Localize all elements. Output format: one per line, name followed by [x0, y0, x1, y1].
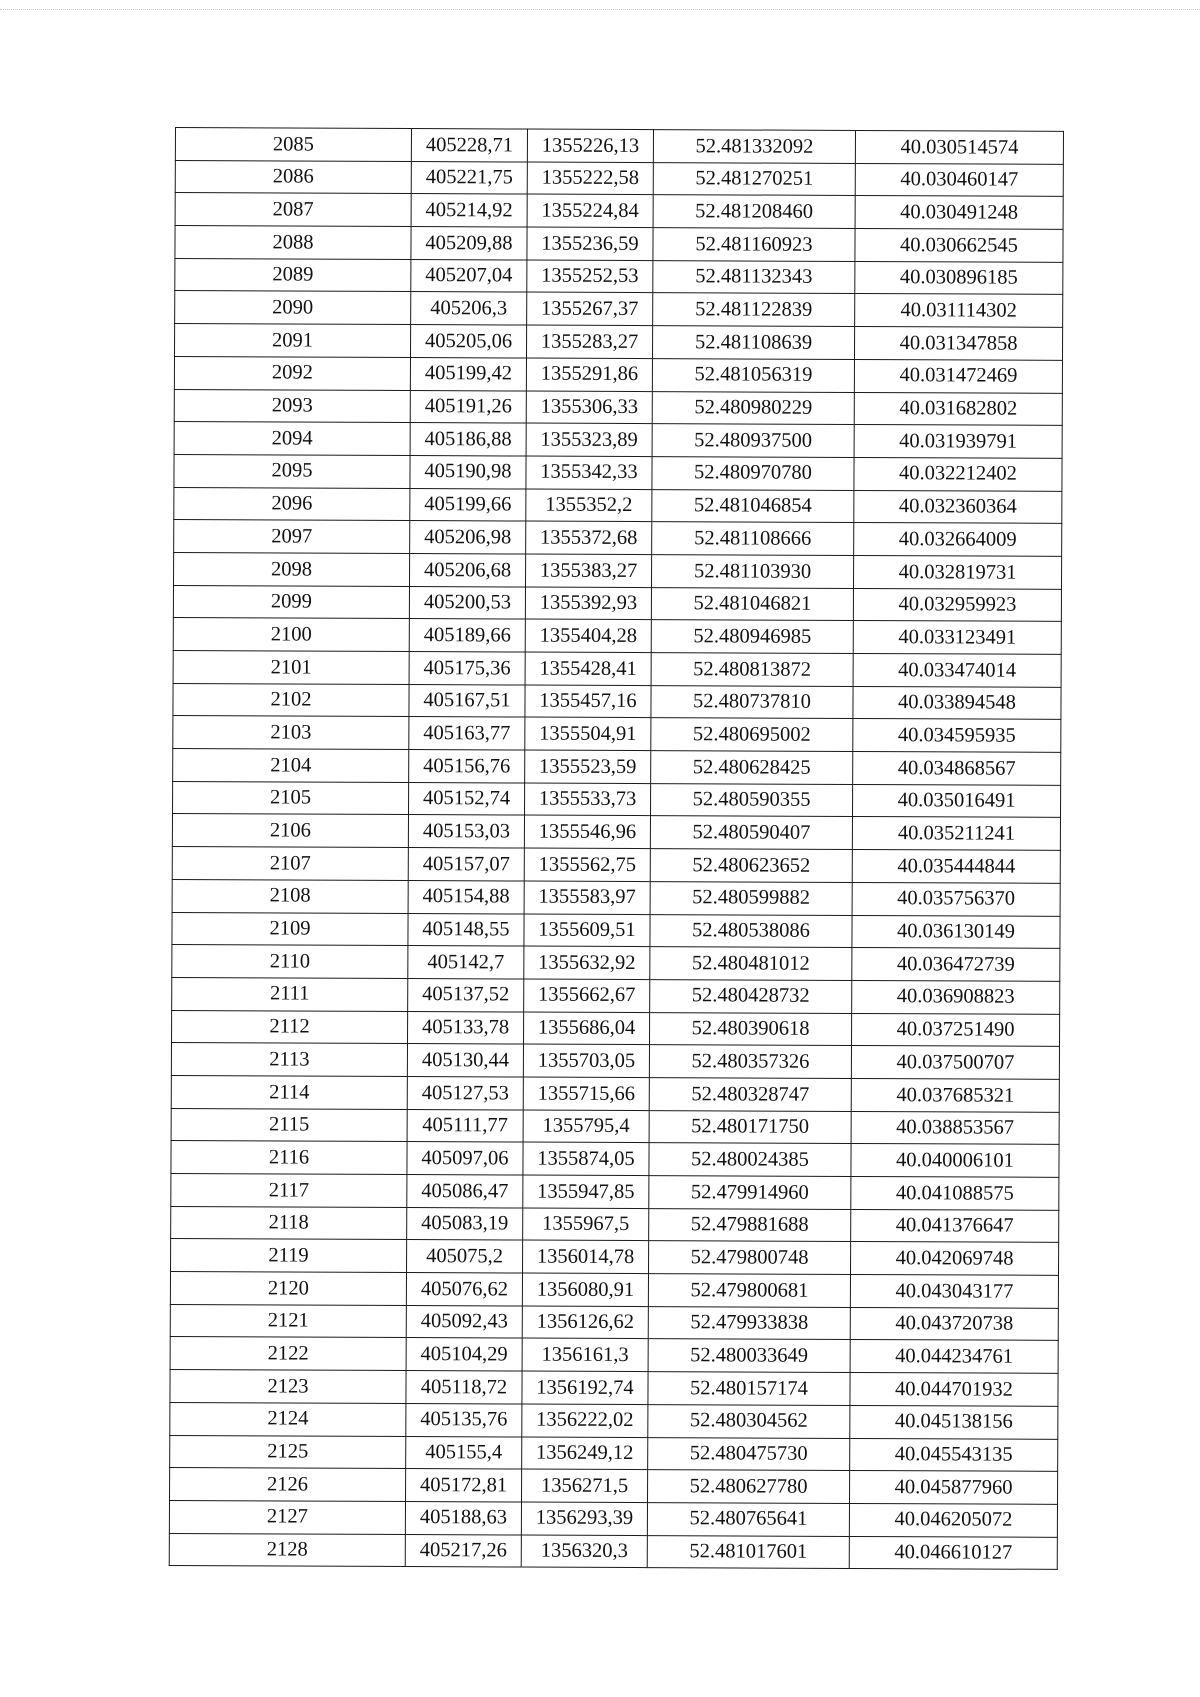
y-coordinate-cell: 1355703,05 [523, 1044, 649, 1077]
y-coordinate-cell: 1355583,97 [524, 881, 650, 914]
latitude-cell: 52.481208460 [653, 195, 855, 229]
x-coordinate-cell: 405191,26 [410, 390, 526, 423]
scan-top-edge [0, 9, 1200, 10]
longitude-cell: 40.030662545 [855, 229, 1063, 263]
longitude-cell: 40.030460147 [855, 163, 1063, 197]
point-number-cell: 2109 [172, 912, 408, 946]
point-number-cell: 2088 [175, 226, 411, 260]
x-coordinate-cell: 405199,42 [410, 357, 526, 390]
y-coordinate-cell: 1355428,41 [525, 652, 651, 685]
table-row [171, 1043, 1059, 1080]
point-number-cell: 2089 [175, 258, 411, 292]
x-coordinate-cell: 405205,06 [410, 325, 526, 358]
table-row [174, 454, 1062, 491]
table-row [173, 749, 1061, 786]
x-coordinate-cell: 405133,78 [408, 1011, 524, 1044]
point-number-cell: 2127 [169, 1500, 405, 1534]
longitude-cell: 40.037685321 [851, 1078, 1059, 1112]
longitude-cell: 40.045877960 [850, 1471, 1058, 1505]
longitude-cell: 40.032664009 [854, 523, 1062, 557]
longitude-cell: 40.032212402 [854, 457, 1062, 491]
point-number-cell: 2121 [170, 1304, 406, 1338]
longitude-cell: 40.045138156 [850, 1405, 1058, 1439]
x-coordinate-cell: 405228,71 [411, 129, 527, 162]
x-coordinate-cell: 405156,76 [409, 750, 525, 783]
y-coordinate-cell: 1355306,33 [526, 391, 652, 424]
table-row [170, 1337, 1058, 1374]
y-coordinate-cell: 1355457,16 [525, 685, 651, 718]
y-coordinate-cell: 1355715,66 [523, 1077, 649, 1110]
y-coordinate-cell: 1355342,33 [526, 456, 652, 489]
latitude-cell: 52.480980229 [652, 391, 854, 425]
point-number-cell: 2107 [172, 847, 408, 881]
longitude-cell: 40.043720738 [850, 1307, 1058, 1341]
point-number-cell: 2101 [173, 650, 409, 684]
latitude-cell: 52.480737810 [651, 685, 853, 719]
table-row [172, 814, 1060, 851]
y-coordinate-cell: 1355947,85 [523, 1175, 649, 1208]
x-coordinate-cell: 405155,4 [406, 1436, 522, 1469]
x-coordinate-cell: 405172,81 [406, 1469, 522, 1502]
x-coordinate-cell: 405097,06 [407, 1142, 523, 1175]
table-row [174, 389, 1062, 426]
longitude-cell: 40.032360364 [854, 490, 1062, 524]
y-coordinate-cell: 1355252,53 [527, 260, 653, 293]
table-row [175, 291, 1063, 328]
y-coordinate-cell: 1355967,5 [523, 1208, 649, 1241]
y-coordinate-cell: 1355662,67 [524, 979, 650, 1012]
latitude-cell: 52.480390618 [649, 1012, 851, 1046]
table-row [174, 422, 1062, 459]
longitude-cell: 40.031472469 [854, 359, 1062, 393]
table-row [174, 356, 1062, 393]
point-number-cell: 2095 [174, 454, 410, 488]
latitude-cell: 52.479800748 [649, 1241, 851, 1275]
table-row [170, 1435, 1058, 1472]
point-number-cell: 2118 [171, 1206, 407, 1240]
longitude-cell: 40.037500707 [851, 1046, 1059, 1080]
y-coordinate-cell: 1355632,92 [524, 946, 650, 979]
point-number-cell: 2123 [170, 1370, 406, 1404]
x-coordinate-cell: 405118,72 [406, 1371, 522, 1404]
longitude-cell: 40.033474014 [853, 653, 1061, 687]
latitude-cell: 52.481103930 [651, 555, 853, 589]
table-row [171, 1173, 1059, 1210]
longitude-cell: 40.030514574 [855, 130, 1063, 164]
latitude-cell: 52.480538086 [650, 914, 852, 948]
point-number-cell: 2126 [170, 1468, 406, 1502]
x-coordinate-cell: 405206,3 [411, 292, 527, 325]
point-number-cell: 2097 [174, 520, 410, 554]
table-row [173, 716, 1061, 753]
y-coordinate-cell: 1355795,4 [523, 1110, 649, 1143]
x-coordinate-cell: 405148,55 [408, 913, 524, 946]
longitude-cell: 40.035211241 [852, 817, 1060, 851]
latitude-cell: 52.481046854 [652, 489, 854, 523]
y-coordinate-cell: 1356126,62 [522, 1306, 648, 1339]
table-row [170, 1272, 1058, 1309]
point-number-cell: 2103 [173, 716, 409, 750]
table-row [171, 1141, 1059, 1178]
y-coordinate-cell: 1356080,91 [522, 1273, 648, 1306]
latitude-cell: 52.480937500 [652, 424, 854, 458]
point-number-cell: 2104 [173, 749, 409, 783]
latitude-cell: 52.480481012 [650, 947, 852, 981]
y-coordinate-cell: 1356161,3 [522, 1338, 648, 1371]
y-coordinate-cell: 1355874,05 [523, 1142, 649, 1175]
latitude-cell: 52.479800681 [648, 1274, 850, 1308]
table-row [174, 520, 1062, 557]
x-coordinate-cell: 405189,66 [409, 619, 525, 652]
latitude-cell: 52.480813872 [651, 653, 853, 687]
table-row [173, 585, 1061, 622]
latitude-cell: 52.480475730 [648, 1437, 850, 1471]
point-number-cell: 2099 [173, 585, 409, 619]
latitude-cell: 52.480171750 [649, 1110, 851, 1144]
longitude-cell: 40.046610127 [849, 1536, 1057, 1570]
latitude-cell: 52.480628425 [651, 751, 853, 785]
point-number-cell: 2098 [174, 552, 410, 586]
point-number-cell: 2117 [171, 1173, 407, 1207]
longitude-cell: 40.041376647 [851, 1209, 1059, 1243]
latitude-cell: 52.481332092 [653, 130, 855, 164]
longitude-cell: 40.036908823 [852, 980, 1060, 1014]
table-row [172, 912, 1060, 949]
point-number-cell: 2100 [173, 618, 409, 652]
y-coordinate-cell: 1356320,3 [521, 1535, 647, 1568]
table-row [173, 781, 1061, 818]
point-number-cell: 2085 [175, 128, 411, 162]
y-coordinate-cell: 1355392,93 [525, 587, 651, 620]
y-coordinate-cell: 1355224,84 [527, 194, 653, 227]
latitude-cell: 52.481108666 [652, 522, 854, 556]
longitude-cell: 40.035756370 [852, 882, 1060, 916]
latitude-cell: 52.480695002 [651, 718, 853, 752]
table-row [173, 650, 1061, 687]
table-row [173, 618, 1061, 655]
y-coordinate-cell: 1355222,58 [527, 162, 653, 195]
point-number-cell: 2114 [171, 1075, 407, 1109]
x-coordinate-cell: 405135,76 [406, 1403, 522, 1436]
point-number-cell: 2087 [175, 193, 411, 227]
y-coordinate-cell: 1355352,2 [526, 489, 652, 522]
table-row [172, 847, 1060, 884]
latitude-cell: 52.480590355 [650, 783, 852, 817]
longitude-cell: 40.030491248 [855, 196, 1063, 230]
longitude-cell: 40.033894548 [853, 686, 1061, 720]
point-number-cell: 2122 [170, 1337, 406, 1371]
y-coordinate-cell: 1355609,51 [524, 914, 650, 947]
point-number-cell: 2093 [174, 389, 410, 423]
point-number-cell: 2112 [172, 1010, 408, 1044]
longitude-cell: 40.032819731 [853, 555, 1061, 589]
x-coordinate-cell: 405142,7 [408, 946, 524, 979]
x-coordinate-cell: 405217,26 [405, 1534, 521, 1567]
latitude-cell: 52.480033649 [648, 1339, 850, 1373]
y-coordinate-cell: 1355562,75 [524, 848, 650, 881]
longitude-cell: 40.034595935 [853, 719, 1061, 753]
longitude-cell: 40.031682802 [854, 392, 1062, 426]
longitude-cell: 40.036472739 [852, 948, 1060, 982]
y-coordinate-cell: 1356014,78 [523, 1240, 649, 1273]
x-coordinate-cell: 405083,19 [407, 1207, 523, 1240]
table-row [172, 879, 1060, 916]
table-row [170, 1468, 1058, 1505]
x-coordinate-cell: 405154,88 [408, 880, 524, 913]
latitude-cell: 52.479914960 [649, 1176, 851, 1210]
latitude-cell: 52.481132343 [653, 260, 855, 294]
x-coordinate-cell: 405186,88 [410, 423, 526, 456]
y-coordinate-cell: 1356192,74 [522, 1371, 648, 1404]
longitude-cell: 40.031114302 [855, 294, 1063, 328]
latitude-cell: 52.481017601 [647, 1535, 849, 1569]
table-row [171, 1206, 1059, 1243]
y-coordinate-cell: 1355504,91 [525, 717, 651, 750]
point-number-cell: 2119 [171, 1239, 407, 1273]
y-coordinate-cell: 1355686,04 [524, 1012, 650, 1045]
x-coordinate-cell: 405157,07 [408, 848, 524, 881]
latitude-cell: 52.481108639 [652, 326, 854, 360]
latitude-cell: 52.480157174 [648, 1372, 850, 1406]
table-row [171, 1075, 1059, 1112]
x-coordinate-cell: 405167,51 [409, 684, 525, 717]
table-row [172, 1010, 1060, 1047]
x-coordinate-cell: 405207,04 [411, 259, 527, 292]
latitude-cell: 52.480623652 [650, 849, 852, 883]
x-coordinate-cell: 405214,92 [411, 194, 527, 227]
point-number-cell: 2106 [172, 814, 408, 848]
y-coordinate-cell: 1355323,89 [526, 423, 652, 456]
latitude-cell: 52.481160923 [653, 228, 855, 262]
x-coordinate-cell: 405127,53 [407, 1076, 523, 1109]
x-coordinate-cell: 405188,63 [405, 1501, 521, 1534]
x-coordinate-cell: 405209,88 [411, 227, 527, 260]
latitude-cell: 52.480627780 [648, 1470, 850, 1504]
y-coordinate-cell: 1355383,27 [525, 554, 651, 587]
x-coordinate-cell: 405130,44 [407, 1044, 523, 1077]
table-row [175, 128, 1063, 165]
point-number-cell: 2125 [170, 1435, 406, 1469]
x-coordinate-cell: 405221,75 [411, 161, 527, 194]
table-row [175, 160, 1063, 197]
point-number-cell: 2092 [174, 356, 410, 390]
x-coordinate-cell: 405175,36 [409, 652, 525, 685]
x-coordinate-cell: 405104,29 [406, 1338, 522, 1371]
longitude-cell: 40.036130149 [852, 915, 1060, 949]
table-row [172, 945, 1060, 982]
longitude-cell: 40.033123491 [853, 621, 1061, 655]
latitude-cell: 52.480765641 [647, 1502, 849, 1536]
point-number-cell: 2111 [172, 977, 408, 1011]
longitude-cell: 40.046205072 [849, 1503, 1057, 1537]
x-coordinate-cell: 405075,2 [407, 1240, 523, 1273]
point-number-cell: 2096 [174, 487, 410, 521]
latitude-cell: 52.479881688 [649, 1208, 851, 1242]
point-number-cell: 2108 [172, 879, 408, 913]
table-row [174, 552, 1062, 589]
y-coordinate-cell: 1355533,73 [524, 783, 650, 816]
table-row [171, 1108, 1059, 1145]
longitude-cell: 40.045543135 [850, 1438, 1058, 1472]
longitude-cell: 40.044701932 [850, 1373, 1058, 1407]
y-coordinate-cell: 1355404,28 [525, 619, 651, 652]
y-coordinate-cell: 1355546,96 [524, 815, 650, 848]
latitude-cell: 52.480304562 [648, 1404, 850, 1438]
longitude-cell: 40.031939791 [854, 425, 1062, 459]
longitude-cell: 40.034868567 [853, 752, 1061, 786]
latitude-cell: 52.481122839 [653, 293, 855, 327]
longitude-cell: 40.042069748 [850, 1242, 1058, 1276]
latitude-cell: 52.480946985 [651, 620, 853, 654]
longitude-cell: 40.041088575 [851, 1176, 1059, 1210]
table-row [174, 487, 1062, 524]
y-coordinate-cell: 1356222,02 [522, 1404, 648, 1437]
point-number-cell: 2090 [175, 291, 411, 325]
y-coordinate-cell: 1355283,27 [526, 325, 652, 358]
longitude-cell: 40.043043177 [850, 1275, 1058, 1309]
x-coordinate-cell: 405190,98 [410, 455, 526, 488]
y-coordinate-cell: 1356293,39 [521, 1502, 647, 1535]
point-number-cell: 2113 [171, 1043, 407, 1077]
y-coordinate-cell: 1355372,68 [526, 521, 652, 554]
table-row [175, 226, 1063, 263]
longitude-cell: 40.030896185 [855, 261, 1063, 295]
table-row [175, 193, 1063, 230]
point-number-cell: 2094 [174, 422, 410, 456]
x-coordinate-cell: 405092,43 [406, 1305, 522, 1338]
latitude-cell: 52.480357326 [649, 1045, 851, 1079]
point-number-cell: 2120 [170, 1272, 406, 1306]
latitude-cell: 52.480024385 [649, 1143, 851, 1177]
point-number-cell: 2116 [171, 1141, 407, 1175]
x-coordinate-cell: 405206,68 [409, 553, 525, 586]
point-number-cell: 2091 [174, 324, 410, 358]
table-row [171, 1239, 1059, 1276]
coordinates-table-body [169, 128, 1063, 1570]
longitude-cell: 40.031347858 [854, 327, 1062, 361]
y-coordinate-cell: 1355226,13 [527, 129, 653, 162]
longitude-cell: 40.037251490 [851, 1013, 1059, 1047]
table-row [169, 1533, 1057, 1570]
latitude-cell: 52.480428732 [650, 979, 852, 1013]
y-coordinate-cell: 1355291,86 [526, 358, 652, 391]
point-number-cell: 2086 [175, 160, 411, 194]
longitude-cell: 40.038853567 [851, 1111, 1059, 1145]
latitude-cell: 52.480328747 [649, 1078, 851, 1112]
coordinates-table [169, 127, 1064, 1570]
y-coordinate-cell: 1355267,37 [527, 292, 653, 325]
point-number-cell: 2105 [173, 781, 409, 815]
x-coordinate-cell: 405111,77 [407, 1109, 523, 1142]
x-coordinate-cell: 405152,74 [409, 782, 525, 815]
point-number-cell: 2102 [173, 683, 409, 717]
y-coordinate-cell: 1356271,5 [522, 1469, 648, 1502]
latitude-cell: 52.481270251 [653, 162, 855, 196]
latitude-cell: 52.481046821 [651, 587, 853, 621]
table-row [170, 1402, 1058, 1439]
x-coordinate-cell: 405153,03 [408, 815, 524, 848]
longitude-cell: 40.040006101 [851, 1144, 1059, 1178]
x-coordinate-cell: 405076,62 [406, 1273, 522, 1306]
table-row [170, 1370, 1058, 1407]
latitude-cell: 52.479933838 [648, 1306, 850, 1340]
latitude-cell: 52.480599882 [650, 881, 852, 915]
point-number-cell: 2110 [172, 945, 408, 979]
longitude-cell: 40.044234761 [850, 1340, 1058, 1374]
longitude-cell: 40.035444844 [852, 850, 1060, 884]
longitude-cell: 40.032959923 [853, 588, 1061, 622]
y-coordinate-cell: 1355523,59 [525, 750, 651, 783]
latitude-cell: 52.481056319 [652, 358, 854, 392]
table-row [172, 977, 1060, 1014]
longitude-cell: 40.035016491 [852, 784, 1060, 818]
table-row [170, 1304, 1058, 1341]
x-coordinate-cell: 405200,53 [409, 586, 525, 619]
x-coordinate-cell: 405086,47 [407, 1175, 523, 1208]
latitude-cell: 52.480590407 [650, 816, 852, 850]
x-coordinate-cell: 405163,77 [409, 717, 525, 750]
table-row [175, 258, 1063, 295]
point-number-cell: 2115 [171, 1108, 407, 1142]
x-coordinate-cell: 405137,52 [408, 978, 524, 1011]
y-coordinate-cell: 1356249,12 [522, 1437, 648, 1470]
x-coordinate-cell: 405206,98 [410, 521, 526, 554]
table-row [173, 683, 1061, 720]
table-row [174, 324, 1062, 361]
x-coordinate-cell: 405199,66 [410, 488, 526, 521]
y-coordinate-cell: 1355236,59 [527, 227, 653, 260]
point-number-cell: 2124 [170, 1402, 406, 1436]
latitude-cell: 52.480970780 [652, 456, 854, 490]
table-row [169, 1500, 1057, 1537]
point-number-cell: 2128 [169, 1533, 405, 1567]
